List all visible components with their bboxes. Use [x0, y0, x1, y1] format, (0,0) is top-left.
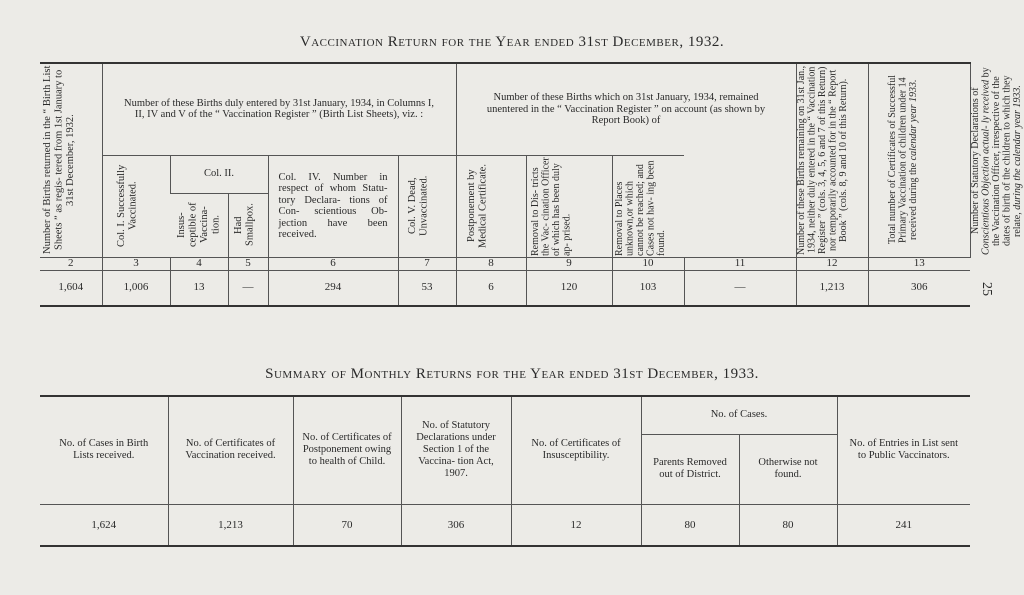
cert-vaccination-value: 1,213 [168, 504, 293, 546]
cert-insusceptibility-header: No. of Certificates of Insusceptibility. [511, 396, 641, 504]
declarations-value: 306 [868, 270, 970, 306]
cert-vaccination-header: No. of Certificates of Vaccination received. [168, 396, 293, 504]
monthly-returns-title: Summary of Monthly Returns for the Year ended 31st December, 1933. [265, 366, 759, 382]
certificates-header: Total number of Certificates of Successful Primary Vaccination of children under 14 received during the calendar year 1933. [868, 63, 970, 257]
removal-districts-header: Removal to Dis- tricts the Vac- cination Officer of which has been duly ap- prised. [526, 155, 612, 257]
cases-birth-lists-header: No. of Cases in Birth Lists received. [59, 438, 149, 462]
insusceptible-value: 13 [170, 270, 228, 306]
no-of-cases-header: No. of Cases. [641, 396, 837, 434]
table-row [40, 270, 970, 306]
parents-removed-header: Parents Removed out of District. [641, 434, 739, 504]
entered-group-header: Number of these Births duly entered by 31st January, 1934, in Columns I, II, IV and V of the “ Vaccination Register ” (Birth List Sheets), viz. : [102, 63, 456, 155]
cert-postponement-value: 70 [293, 504, 401, 546]
removal-places-value: 103 [612, 270, 684, 306]
col1-header: Col. I. Successfully Vaccinated. [102, 155, 170, 257]
otherwise-not-found-value: 80 [739, 504, 837, 546]
table-row [40, 504, 970, 546]
col5-value: 53 [398, 270, 456, 306]
col2-smallpox-header: Had Smallpox. [228, 193, 268, 257]
page-number: 25 [979, 282, 994, 296]
remaining-value: — [684, 270, 796, 306]
entries-public-vaccinators-header: No. of Entries in List sent to Public Vaccinators. [837, 396, 970, 504]
postponement-header: Postponement by Medical Certificate. [456, 155, 526, 257]
statutory-declarations-value: 306 [401, 504, 511, 546]
col2-insusceptible-header: Insus- ceptible of Vaccina- tion. [170, 193, 228, 257]
entries-public-vaccinators-value: 241 [837, 504, 970, 546]
parents-removed-value: 80 [641, 504, 739, 546]
col4-value: 294 [268, 270, 398, 306]
vaccination-return-table: Number of Births returned in the “ Birth List Sheets ” as regis- tered from 1st January to 31st December, 1932. Number of these Births duly entered by 31st January, 1934, in Columns I, II, IV and V of the “ Vaccination Register ” (Birth List Sheets), viz. : Number of these Births which on 31st January, 1934, remained unentered in the “ Vaccination Register ” on account (as shown by Report Book) of Number of these Births remaining on 31st Jan., 1934, neither duly entered in the “ Vaccination Register ” (cols. 3, 4, 5, 6 and 7 of this Return) nor temporarily accounted for in the “ Report Book ” (cols. 8, 9 and 10 of this Return). Total number of Certificates of Successful Primary Vaccination of children under 14 received during the calendar year 1933. Number of Statutory Declarations of Conscientious Objection actual- ly received by the Vaccination Officer, irrespective of the dates of birth of the children to which they relate, during the calendar year 1933. Col. I. Successfully Vaccinated. Col. II. Col. IV. Number in respect of whom Statu- tory Declara- tions of Con- scientious Ob- jection have been received. Col. V. Dead, Unvaccinated. Postponement by Medical Certificate. Removal to Dis- tricts the Vac- cination Officer of which has been duly ap- prised. Removal to Places unknown,or which cannot be reached; and Cases not hav- ing been found. Insus- ceptible of Vaccina- tion. Had Smallpox. 2 3 4 5 6 7 8 9 10 11 12 13 1,604 1,006 13 — 294 53 6 120 103 — 1,213 306 [40, 62, 970, 307]
postponement-value: 6 [456, 270, 526, 306]
cert-insusceptibility-value: 12 [511, 504, 641, 546]
otherwise-not-found-header: Otherwise not found. [739, 434, 837, 504]
remaining-header: Number of these Births remaining on 31st Jan., 1934, neither duly entered in the “ Vaccination Register ” (cols. 3, 4, 5, 6 and 7 of this Return) nor temporarily accounted for in the “ Report Book ” (cols. 8, 9 and 10 of this Return). [796, 63, 868, 257]
col2-header: Col. II. [170, 155, 268, 193]
removal-districts-value: 120 [526, 270, 612, 306]
births-returned-value: 1,604 [40, 270, 102, 306]
removal-places-header: Removal to Places unknown,or which cannot be reached; and Cases not hav- ing been found. [612, 155, 684, 257]
cases-birth-lists-value: 1,624 [40, 504, 168, 546]
cert-postponement-header: No. of Certificates of Postponement owing to health of Child. [293, 396, 401, 504]
col5-header: Col. V. Dead, Unvaccinated. [398, 155, 456, 257]
monthly-returns-table [40, 395, 970, 547]
births-returned-header: Number of Births returned in the “ Birth List Sheets ” as regis- tered from 1st January to 31st December, 1932. [41, 66, 76, 255]
unentered-group-header: Number of these Births which on 31st January, 1934, remained unentered in the “ Vaccination Register ” on account (as shown by Report Book) of [456, 63, 796, 155]
col4-header: Col. IV. Number in respect of whom Statu- tory Declara- tions of Con- scientious Ob- jection have been received. [268, 155, 398, 257]
certificates-value: 1,213 [796, 270, 868, 306]
col1-value: 1,006 [102, 270, 170, 306]
statutory-declarations-header: No. of Statutory Declarations under Section 1 of the Vaccina- tion Act, 1907. [401, 396, 511, 504]
vaccination-return-title: Vaccination Return for the Year ended 31st December, 1932. [299, 34, 725, 50]
column-number-row: 2 3 4 5 6 7 8 9 10 11 12 13 [40, 257, 970, 270]
smallpox-value: — [228, 270, 268, 306]
